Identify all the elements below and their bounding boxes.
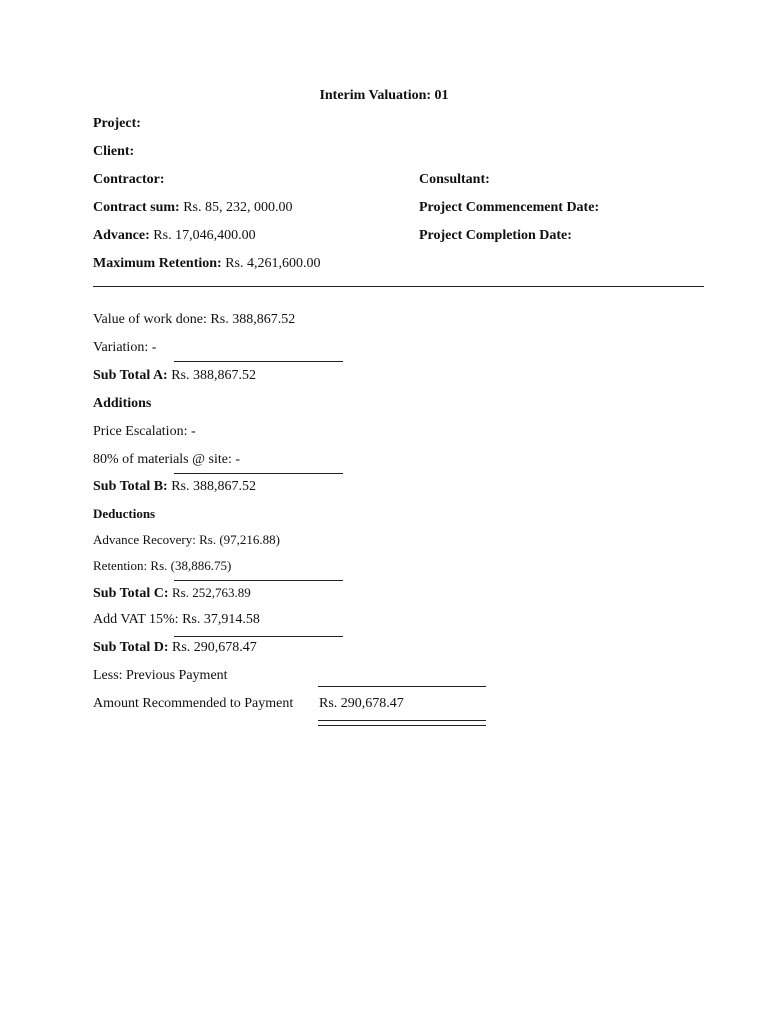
add-vat: Add VAT 15%: Rs. 37,914.58 bbox=[93, 612, 260, 627]
sub-total-d-row bbox=[93, 640, 257, 656]
subtotal-a-underline bbox=[174, 361, 343, 362]
deductions-heading: Deductions bbox=[93, 506, 156, 521]
final-double-underline-top bbox=[318, 720, 486, 721]
price-escalation: Price Escalation: - bbox=[93, 424, 196, 439]
contract-sum-row bbox=[93, 200, 293, 216]
sub-total-a-value: Rs. 388,867.52 bbox=[171, 368, 257, 383]
advance-value: Rs. 17,046,400.00 bbox=[153, 228, 256, 243]
retention: Retention: Rs. (38,886.75) bbox=[93, 558, 232, 573]
sub-total-b-value: Rs. 388,867.52 bbox=[171, 479, 257, 494]
contractor-label: Contractor: bbox=[93, 172, 165, 187]
amount-recommended-value: Rs. 290,678.47 bbox=[319, 696, 404, 711]
client-label: Client: bbox=[93, 144, 135, 159]
advance-row bbox=[93, 228, 256, 244]
header-divider bbox=[93, 286, 704, 287]
subtotal-c-underline bbox=[174, 580, 343, 581]
subtotal-d-underline bbox=[174, 636, 343, 637]
sub-total-a-row bbox=[93, 368, 256, 384]
contract-sum-value: Rs. 85, 232, 000.00 bbox=[183, 200, 293, 215]
sub-total-d-value: Rs. 290,678.47 bbox=[171, 640, 257, 655]
value-of-work-done: Value of work done: Rs. 388,867.52 bbox=[93, 312, 296, 327]
subtotal-b-underline bbox=[174, 473, 343, 474]
amount-recommended-label: Amount Recommended to Payment bbox=[93, 696, 294, 711]
materials-at-site: 80% of materials @ site: - bbox=[93, 452, 241, 467]
sub-total-c-value: Rs. 252,763.89 bbox=[171, 585, 251, 600]
sub-total-c-label: Sub Total C: bbox=[93, 586, 169, 601]
less-previous-payment: Less: Previous Payment bbox=[93, 668, 228, 683]
project-label: Project: bbox=[93, 116, 141, 131]
max-retention-value: Rs. 4,261,600.00 bbox=[225, 256, 321, 271]
commencement-date-label: Project Commencement Date: bbox=[419, 200, 600, 215]
variation: Variation: - bbox=[93, 340, 157, 355]
sub-total-c-row bbox=[93, 585, 251, 602]
final-double-underline-bottom bbox=[318, 725, 486, 726]
sub-total-b-label: Sub Total B: bbox=[93, 479, 168, 494]
advance-recovery: Advance Recovery: Rs. (97,216.88) bbox=[93, 532, 281, 547]
advance-label: Advance: bbox=[93, 228, 150, 243]
completion-date-label: Project Completion Date: bbox=[419, 228, 572, 243]
document-title: Interim Valuation: 01 bbox=[319, 88, 449, 103]
consultant-label: Consultant: bbox=[419, 172, 490, 187]
contract-sum-label: Contract sum: bbox=[93, 200, 180, 215]
max-retention-row bbox=[93, 256, 321, 272]
sub-total-b-row bbox=[93, 479, 256, 495]
sub-total-d-label: Sub Total D: bbox=[93, 640, 169, 655]
sub-total-a-label: Sub Total A: bbox=[93, 368, 168, 383]
additions-heading: Additions bbox=[93, 396, 152, 411]
max-retention-label: Maximum Retention: bbox=[93, 256, 222, 271]
previous-payment-underline bbox=[318, 686, 486, 687]
